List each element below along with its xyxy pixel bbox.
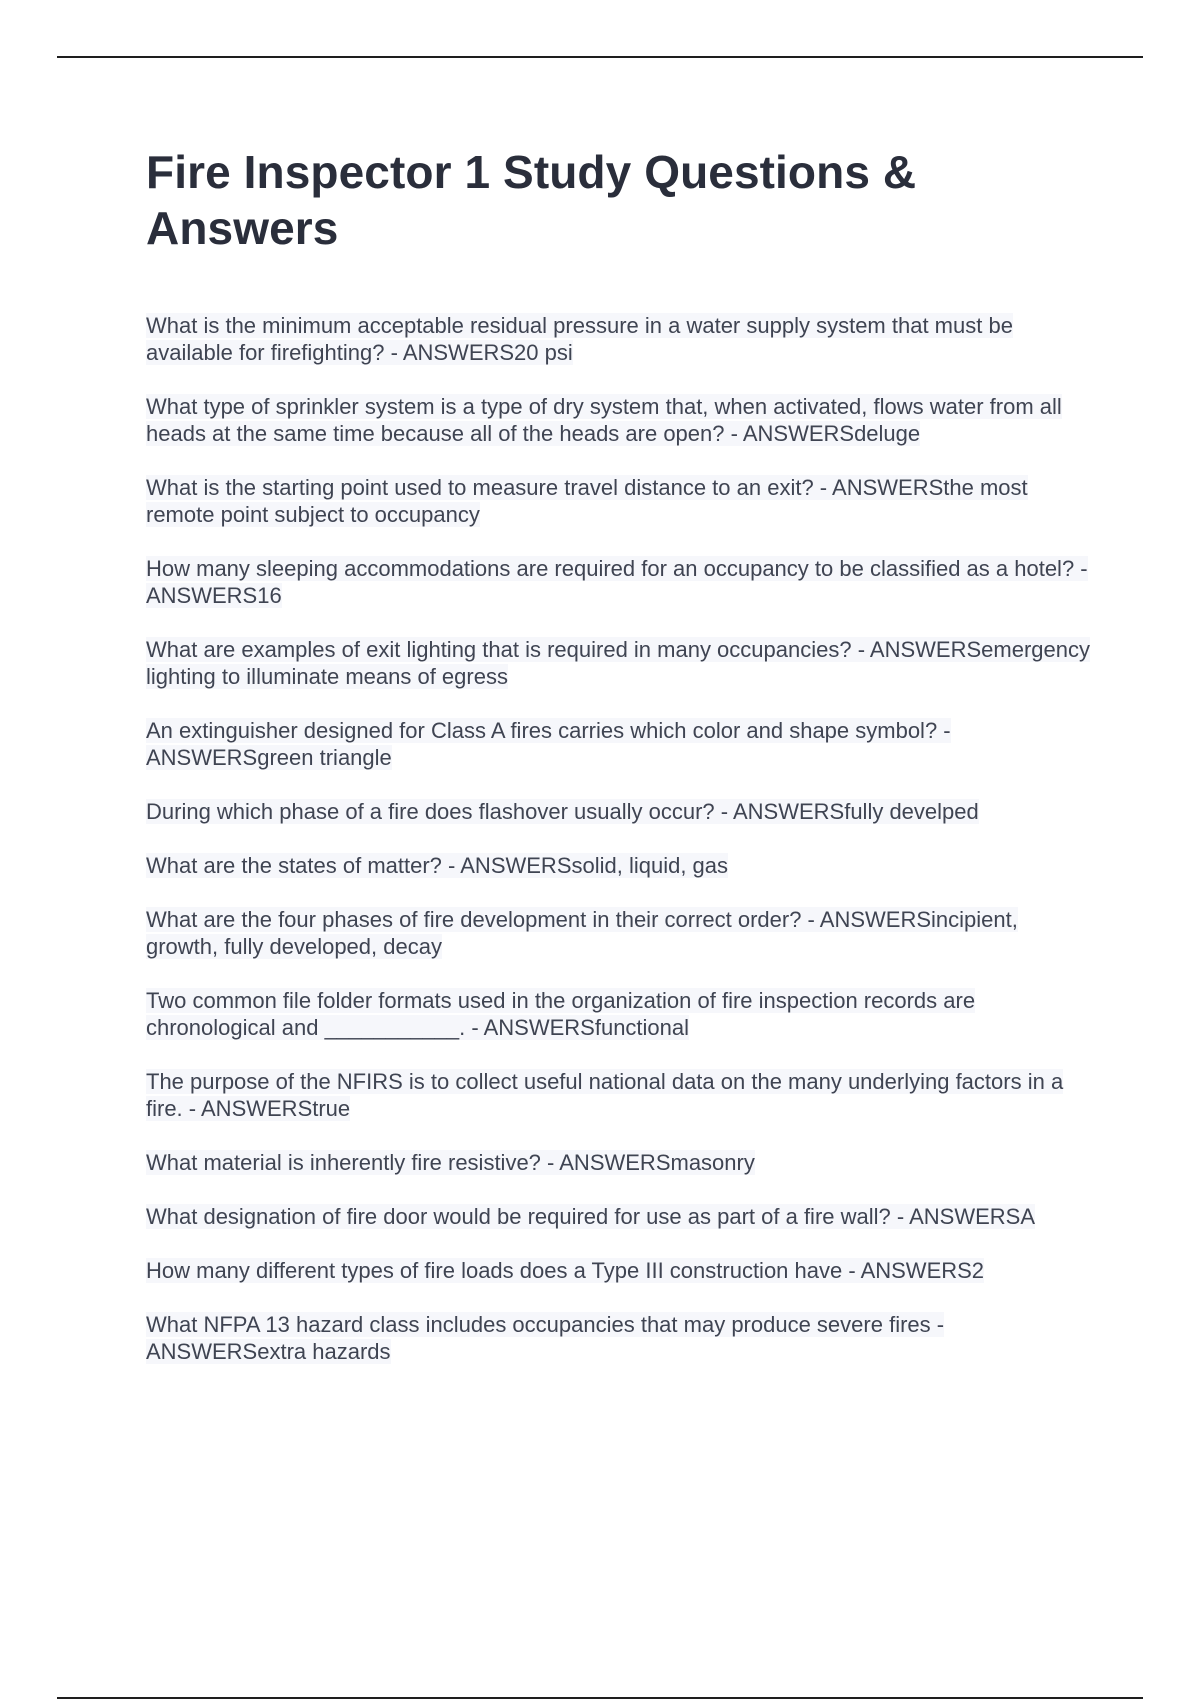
- document-title: Fire Inspector 1 Study Questions & Answers: [146, 146, 917, 254]
- qa-item-1: [146, 312, 1096, 366]
- qa-item-8: [146, 852, 1096, 879]
- qa-text: What is the minimum acceptable residual pressure in a water supply system that must be available for firefighting? - ANSWERS20 psi: [146, 313, 1013, 365]
- qa-item-13: [146, 1203, 1096, 1230]
- qa-item-15: [146, 1311, 1096, 1365]
- qa-text: Two common file folder formats used in the organization of fire inspection records are chronological and ___________. - ANSWERSfunctional: [146, 988, 976, 1040]
- qa-list: [146, 312, 1096, 1365]
- qa-item-4: [146, 555, 1096, 609]
- qa-item-3: [146, 474, 1096, 528]
- qa-text: What are the four phases of fire development in their correct order? - ANSWERSincipient, growth, fully developed, decay: [146, 907, 1018, 959]
- qa-text: What is the starting point used to measure travel distance to an exit? - ANSWERSthe most remote point subject to occupancy: [146, 475, 1028, 527]
- qa-item-7: [146, 798, 1096, 825]
- qa-item-12: [146, 1149, 1096, 1176]
- qa-item-5: [146, 636, 1096, 690]
- qa-item-14: [146, 1257, 1096, 1284]
- qa-item-10: [146, 987, 1096, 1041]
- document-body: [146, 144, 1096, 1392]
- qa-item-11: [146, 1068, 1096, 1122]
- qa-text: What material is inherently fire resistive? - ANSWERSmasonry: [146, 1150, 755, 1175]
- qa-text: During which phase of a fire does flashover usually occur? - ANSWERSfully develped: [146, 799, 979, 824]
- qa-text: What are examples of exit lighting that is required in many occupancies? - ANSWERSemergency lighting to illuminate means of egress: [146, 637, 1090, 689]
- qa-text: What designation of fire door would be required for use as part of a fire wall? - ANSWERSA: [146, 1204, 1035, 1229]
- top-rule: [57, 56, 1143, 58]
- bottom-rule: [57, 1697, 1143, 1699]
- qa-text: How many different types of fire loads does a Type III construction have - ANSWERS2: [146, 1258, 985, 1283]
- qa-item-2: [146, 393, 1096, 447]
- qa-item-9: [146, 906, 1096, 960]
- qa-text: The purpose of the NFIRS is to collect useful national data on the many underlying factors in a fire. - ANSWERStrue: [146, 1069, 1064, 1121]
- qa-text: How many sleeping accommodations are required for an occupancy to be classified as a hotel? - ANSWERS16: [146, 556, 1088, 608]
- qa-text: What are the states of matter? - ANSWERSsolid, liquid, gas: [146, 853, 729, 878]
- qa-text: An extinguisher designed for Class A fires carries which color and shape symbol? - ANSWERSgreen triangle: [146, 718, 951, 770]
- qa-text: What NFPA 13 hazard class includes occupancies that may produce severe fires - ANSWERSextra hazards: [146, 1312, 945, 1364]
- qa-text: What type of sprinkler system is a type of dry system that, when activated, flows water from all heads at the same time because all of the heads are open? - ANSWERSdeluge: [146, 394, 1062, 446]
- qa-item-6: [146, 717, 1096, 771]
